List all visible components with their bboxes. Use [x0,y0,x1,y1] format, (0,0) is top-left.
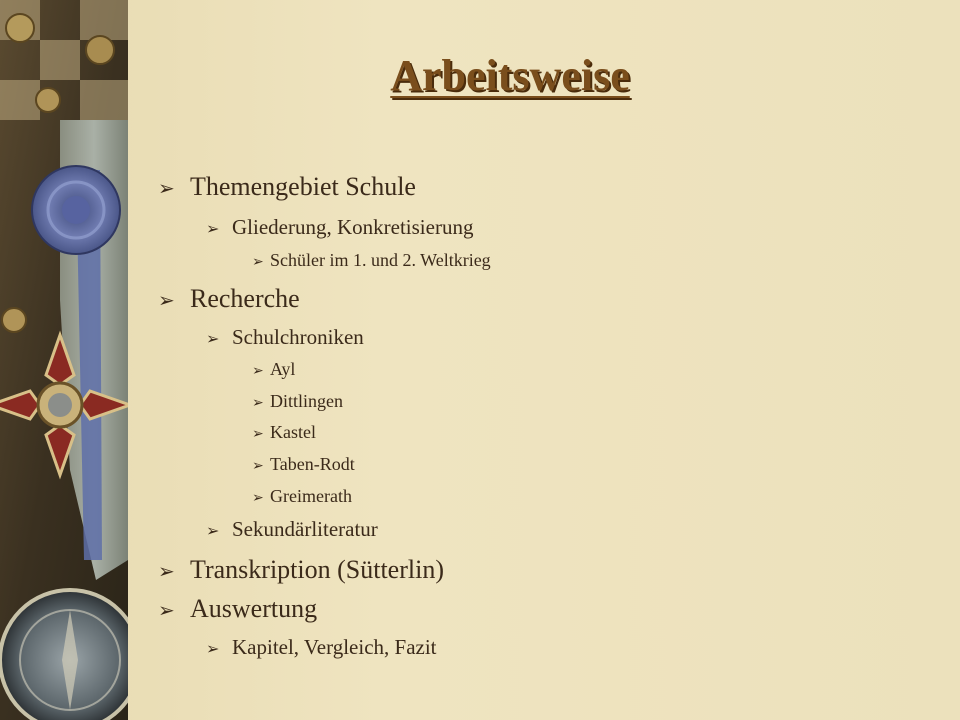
list-item-text: Ayl [270,359,296,379]
arrow-bullet-icon: ➢ [206,639,220,658]
list-item [158,284,300,314]
list-item [252,486,352,507]
arrow-bullet-icon: ➢ [158,176,175,200]
list-item [206,215,473,240]
list-item [206,635,437,660]
list-item [206,325,364,350]
medal-decoration-image [0,0,128,720]
slide-title: Arbeitsweise [390,51,630,100]
list-item-text: Auswertung [190,594,318,623]
list-item-text: Gliederung, Konkretisierung [232,215,474,239]
arrow-bullet-icon: ➢ [158,559,175,583]
arrow-bullet-icon: ➢ [206,521,220,540]
list-item [158,594,317,624]
list-item [252,422,316,443]
list-item-text: Greimerath [270,486,352,506]
arrow-bullet-icon: ➢ [252,426,264,442]
list-item-text: Themengebiet Schule [190,172,416,201]
list-item-text: Transkription (Sütterlin) [190,555,444,584]
arrow-bullet-icon: ➢ [158,288,175,312]
arrow-bullet-icon: ➢ [252,490,264,506]
arrow-bullet-icon: ➢ [252,254,264,270]
arrow-bullet-icon: ➢ [158,598,175,622]
list-item [252,250,491,271]
list-item-text: Kastel [270,422,316,442]
list-item-text: Dittlingen [270,391,343,411]
arrow-bullet-icon: ➢ [252,458,264,474]
arrow-bullet-icon: ➢ [252,395,264,411]
list-item [158,172,416,202]
arrow-bullet-icon: ➢ [252,363,264,379]
list-item-text: Schulchroniken [232,325,364,349]
arrow-bullet-icon: ➢ [206,329,220,348]
list-item-text: Sekundärliteratur [232,517,378,541]
list-item-text: Recherche [190,284,300,313]
list-item-text: Kapitel, Vergleich, Fazit [232,635,437,659]
list-item [252,454,355,475]
list-item [252,391,343,412]
list-item [252,359,295,380]
list-item-text: Taben-Rodt [270,454,355,474]
list-item [158,555,444,585]
list-item [206,517,378,542]
arrow-bullet-icon: ➢ [206,219,220,238]
list-item-text: Schüler im 1. und 2. Weltkrieg [270,250,491,270]
